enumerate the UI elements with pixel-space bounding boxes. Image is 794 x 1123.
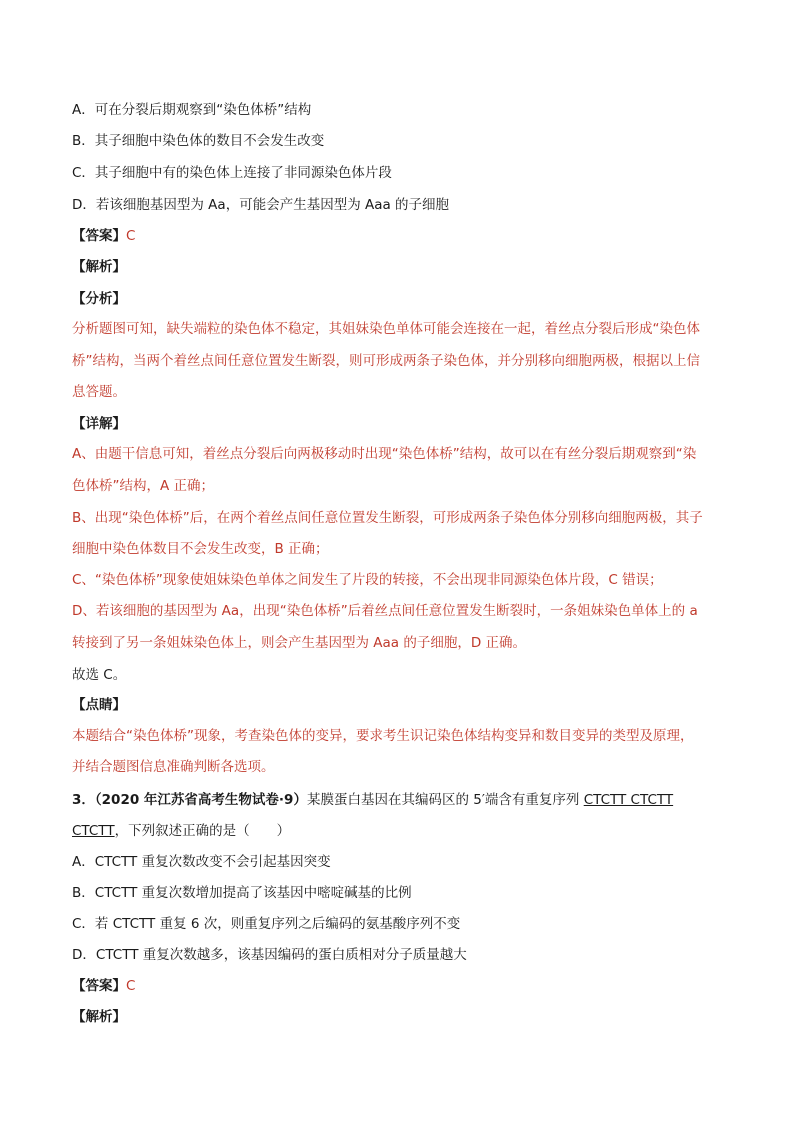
fenxi-line: 分析题图可知，缺失端粒的染色体不稳定，其姐妹染色单体可能会连接在一起，着丝点分裂后形成“染色体 — [72, 321, 700, 337]
point-label: 【点睛】 — [72, 697, 126, 713]
q2-option-d: D．若该细胞基因型为 Aa，可能会产生基因型为 Aaa 的子细胞 — [72, 197, 450, 213]
q3-analysis-label: 【解析】 — [72, 1009, 126, 1025]
q3-option-c: C．若 CTCTT 重复 6 次，则重复序列之后编码的氨基酸序列不变 — [72, 916, 461, 932]
fenxi-label: 【分析】 — [72, 291, 126, 307]
q3-sequence: CTCTT CTCTT — [583, 792, 674, 808]
q3-sequence-cont: CTCTT — [72, 823, 115, 839]
q3-stem — [72, 789, 673, 811]
detail-line: D、若该细胞的基因型为 Aa，出现“染色体桥”后着丝点间任意位置发生断裂时，一条姐妹染色单体上的 a — [72, 603, 698, 619]
q2-option-a: A．可在分裂后期观察到“染色体桥”结构 — [72, 102, 312, 118]
q2-option-c: C．其子细胞中有的染色体上连接了非同源染色体片段 — [72, 165, 392, 181]
detail-label: 【详解】 — [72, 416, 126, 432]
q3-option-b: B．CTCTT 重复次数增加提高了该基因中嘧啶碱基的比例 — [72, 885, 412, 901]
analysis-label: 【解析】 — [72, 259, 126, 275]
detail-line: C、“染色体桥”现象使姐妹染色单体之间发生了片段的转接，不会出现非同源染色体片段，C 错误； — [72, 572, 663, 588]
q3-stem-text: 某膜蛋白基因在其编码区的 5′端含有重复序列 — [306, 792, 584, 808]
q3-option-d: D．CTCTT 重复次数越多，该基因编码的蛋白质相对分子质量越大 — [72, 947, 467, 963]
q2-answer — [72, 225, 135, 247]
point-line: 本题结合“染色体桥”现象，考查染色体的变异，要求考生识记染色体结构变异和数目变异的类型及原理， — [72, 728, 694, 744]
q3-source: （2020 年江苏省高考生物试卷·9） — [94, 792, 307, 808]
q2-option-b: B．其子细胞中染色体的数目不会发生改变 — [72, 133, 325, 149]
detail-line: 色体桥”结构，A 正确； — [72, 478, 215, 494]
conclusion: 故选 C。 — [72, 667, 127, 683]
answer-value: C — [126, 228, 136, 244]
q3-stem-continued — [72, 820, 290, 842]
q3-answer — [72, 975, 135, 997]
answer-label: 【答案】 — [72, 228, 126, 244]
detail-line: B、出现“染色体桥”后，在两个着丝点间任意位置发生断裂，可形成两条子染色体分别移向细胞两极，其子 — [72, 510, 703, 526]
detail-line: 细胞中染色体数目不会发生改变，B 正确； — [72, 541, 329, 557]
point-line: 并结合题图信息准确判断各选项。 — [72, 759, 275, 775]
answer-value: C — [126, 978, 136, 994]
detail-line: 转接到了另一条姐妹染色体上，则会产生基因型为 Aaa 的子细胞，D 正确。 — [72, 635, 527, 651]
answer-label: 【答案】 — [72, 978, 126, 994]
detail-line: A、由题干信息可知，着丝点分裂后向两极移动时出现“染色体桥”结构，故可以在有丝分裂后期观察到“染 — [72, 446, 697, 462]
q3-stem-tail: ，下列叙述正确的是（ ） — [114, 823, 291, 839]
fenxi-line: 桥”结构，当两个着丝点间任意位置发生断裂，则可形成两条子染色体，并分别移向细胞两极，根据以上信 — [72, 353, 700, 369]
q3-number: 3． — [72, 792, 95, 808]
q3-option-a: A．CTCTT 重复次数改变不会引起基因突变 — [72, 854, 331, 870]
fenxi-line: 息答题。 — [72, 384, 126, 400]
